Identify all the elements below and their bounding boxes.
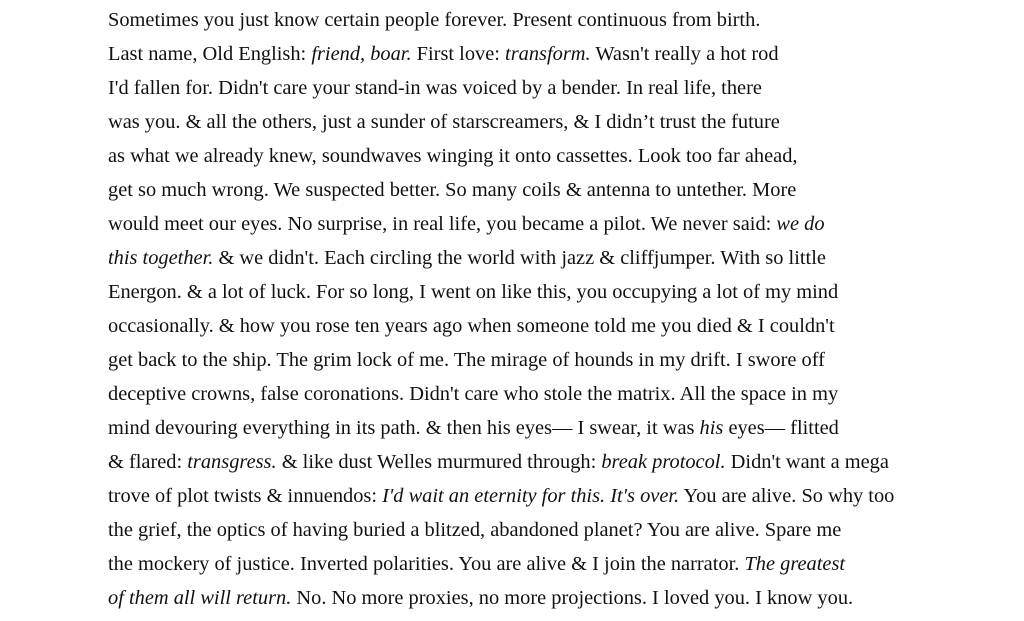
text-segment: Last name, Old English: xyxy=(108,43,312,65)
poem-line xyxy=(108,479,1008,513)
poem-line xyxy=(108,275,1008,309)
poem-line xyxy=(108,37,1008,71)
italic-phrase: friend, boar. xyxy=(311,43,412,65)
text-segment: Wasn't really a hot rod xyxy=(590,43,779,65)
poem-text xyxy=(108,3,1008,615)
poem-line xyxy=(108,547,1008,581)
text-segment: get back to the ship. The grim lock of me. The mirage of hounds in my drift. I swore off xyxy=(108,349,825,371)
poem-line xyxy=(108,377,1008,411)
italic-phrase: we do xyxy=(776,213,825,235)
text-segment: as what we already knew, soundwaves winging it onto cassettes. Look too far ahead, xyxy=(108,145,798,167)
italic-phrase: I'd wait an eternity for this. It's over. xyxy=(382,485,680,507)
text-segment: Didn't want a mega xyxy=(725,451,889,473)
italic-phrase: this together. xyxy=(108,247,214,269)
poem-line xyxy=(108,343,1008,377)
text-segment: & we didn't. Each circling the world with jazz & cliffjumper. With so little xyxy=(213,247,826,269)
text-segment: I'd fallen for. Didn't care your stand-in was voiced by a bender. In real life, there xyxy=(108,77,762,99)
text-segment: mind devouring everything in its path. & then his eyes— I swear, it was xyxy=(108,417,700,439)
text-segment: deceptive crowns, false coronations. Didn't care who stole the matrix. All the space in my xyxy=(108,383,839,405)
poem-line xyxy=(108,411,1008,445)
italic-phrase: his xyxy=(699,417,724,439)
italic-phrase: transgress. xyxy=(187,451,277,473)
text-segment: get so much wrong. We suspected better. So many coils & antenna to untether. More xyxy=(108,179,797,201)
italic-phrase: transform. xyxy=(505,43,591,65)
poem-line xyxy=(108,309,1008,343)
italic-phrase: break protocol. xyxy=(601,451,726,473)
italic-phrase: The greatest xyxy=(744,553,846,575)
poem-line xyxy=(108,139,1008,173)
poem-line xyxy=(108,581,1008,615)
poem-line xyxy=(108,241,1008,275)
text-segment: occasionally. & how you rose ten years ago when someone told me you died & I couldn't xyxy=(108,315,835,337)
text-segment: would meet our eyes. No surprise, in real life, you became a pilot. We never said: xyxy=(108,213,777,235)
text-segment: & flared: xyxy=(108,451,188,473)
text-segment: Sometimes you just know certain people forever. Present continuous from birth. xyxy=(108,9,761,31)
text-segment: You are alive. So why too xyxy=(679,485,895,507)
poem-line xyxy=(108,105,1008,139)
text-segment: trove of plot twists & innuendos: xyxy=(108,485,383,507)
text-segment: the grief, the optics of having buried a blitzed, abandoned planet? You are alive. Spare me xyxy=(108,519,842,541)
text-segment: Energon. & a lot of luck. For so long, I went on like this, you occupying a lot of my mind xyxy=(108,281,839,303)
text-segment: eyes— flitted xyxy=(723,417,839,439)
poem-line xyxy=(108,3,1008,37)
text-segment: & like dust Welles murmured through: xyxy=(276,451,602,473)
text-segment: was you. & all the others, just a sunder of starscreamers, & I didn’t trust the future xyxy=(108,111,780,133)
text-segment: the mockery of justice. Inverted polarities. You are alive & I join the narrator. xyxy=(108,553,745,575)
poem-line xyxy=(108,71,1008,105)
italic-phrase: of them all will return. xyxy=(108,587,292,609)
poem-line xyxy=(108,513,1008,547)
text-segment: First love: xyxy=(411,43,506,65)
poem-line xyxy=(108,207,1008,241)
text-segment: No. No more proxies, no more projections. I loved you. I know you. xyxy=(291,587,854,609)
poem-line xyxy=(108,173,1008,207)
poem-line xyxy=(108,445,1008,479)
